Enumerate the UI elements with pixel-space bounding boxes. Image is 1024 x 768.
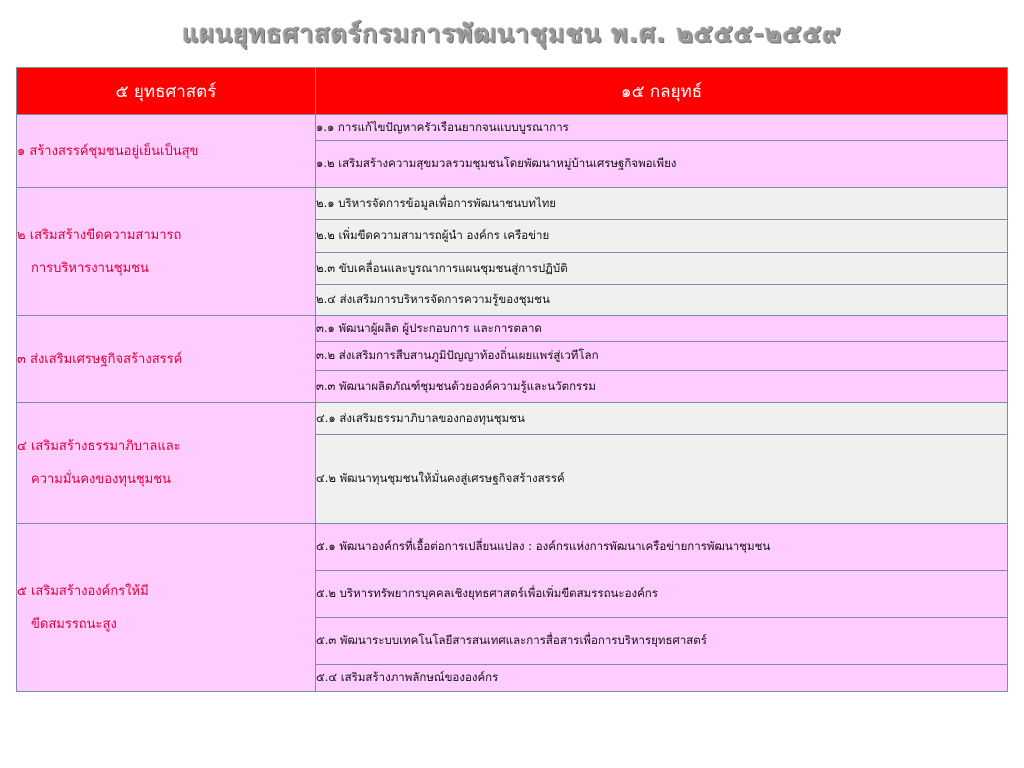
strategy-title: ๑ สร้างสรรค์ชุมชนอยู่เย็นเป็นสุข: [17, 143, 199, 159]
header-strategies: ๕ ยุทธศาสตร์: [17, 68, 316, 115]
strategy-cell-4: [17, 403, 316, 524]
table-header-row: [17, 68, 1008, 115]
tactic-cell: ๑.๑ การแก้ไขปัญหาครัวเรือนยากจนแบบบูรณาการ: [316, 115, 1008, 141]
tactic-cell: ๓.๒ ส่งเสริมการสืบสานภูมิปัญญาท้องถิ่นเผยแพร่สู่เวทีโลก: [316, 342, 1008, 371]
strategy-cell-1: [17, 115, 316, 188]
tactic-cell: ๒.๒ เพิ่มขีดความสามารถผู้นำ องค์กร เครือข่าย: [316, 220, 1008, 253]
strategy-title-line2: ความมั่นคงของทุนชุมชน: [31, 472, 171, 487]
table-row: [17, 188, 1008, 220]
tactic-cell: ๓.๓ พัฒนาผลิตภัณฑ์ชุมชนด้วยองค์ความรู้และนวัตกรรม: [316, 371, 1008, 403]
tactic-cell: ๑.๒ เสริมสร้างความสุขมวลรวมชุมชนโดยพัฒนาหมู่บ้านเศรษฐกิจพอเพียง: [316, 141, 1008, 188]
table-row: [17, 403, 1008, 435]
tactic-cell: ๓.๑ พัฒนาผู้ผลิต ผู้ประกอบการ และการตลาด: [316, 316, 1008, 342]
strategy-title: ๕ เสริมสร้างองค์กรให้มี: [17, 583, 149, 599]
strategy-table: [16, 67, 1008, 692]
tactic-cell: ๕.๓ พัฒนาระบบเทคโนโลยีสารสนเทศและการสื่อสารเพื่อการบริหารยุทธศาสตร์: [316, 618, 1008, 665]
strategy-cell-3: [17, 316, 316, 403]
tactic-cell: ๔.๑ ส่งเสริมธรรมาภิบาลของกองทุนชุมชน: [316, 403, 1008, 435]
strategy-title: ๒ เสริมสร้างขีดความสามารถ: [17, 227, 182, 243]
header-tactics: ๑๕ กลยุทธ์: [316, 68, 1008, 115]
tactic-cell: ๒.๓ ขับเคลื่อนและบูรณาการแผนชุมชนสู่การปฏิบัติ: [316, 253, 1008, 285]
strategy-title: ๔ เสริมสร้างธรรมาภิบาลและ: [17, 439, 181, 454]
strategy-title-line2: ขีดสมรรถนะสูง: [31, 616, 117, 632]
table-row: [17, 316, 1008, 342]
table-row: [17, 115, 1008, 141]
page-title: แผนยุทธศาสตร์กรมการพัฒนาชุมชน พ.ศ. ๒๕๕๕-๒๕๕๙: [182, 19, 842, 48]
tactic-cell: ๕.๒ บริหารทรัพยากรบุคคลเชิงยุทธศาสตร์เพื่อเพิ่มขีดสมรรถนะองค์กร: [316, 571, 1008, 618]
tactic-cell: ๒.๔ ส่งเสริมการบริหารจัดการความรู้ของชุมชน: [316, 285, 1008, 316]
strategy-title-line2: การบริหารงานชุมชน: [31, 260, 149, 276]
strategy-title: ๓ ส่งเสริมเศรษฐกิจสร้างสรรค์: [17, 351, 183, 367]
tactic-cell: ๔.๒ พัฒนาทุนชุมชนให้มั่นคงสู่เศรษฐกิจสร้างสรรค์: [316, 435, 1008, 524]
tactic-cell: ๕.๑ พัฒนาองค์กรที่เอื้อต่อการเปลี่ยนแปลง : องค์กรแห่งการพัฒนาเครือข่ายการพัฒนาชุมชน: [316, 524, 1008, 571]
strategy-cell-2: [17, 188, 316, 316]
tactic-cell: ๒.๑ บริหารจัดการข้อมูลเพื่อการพัฒนาชนบทไทย: [316, 188, 1008, 220]
tactic-cell: ๕.๔ เสริมสร้างภาพลักษณ์ขององค์กร: [316, 665, 1008, 692]
table-row: [17, 524, 1008, 571]
strategy-cell-5: [17, 524, 316, 692]
